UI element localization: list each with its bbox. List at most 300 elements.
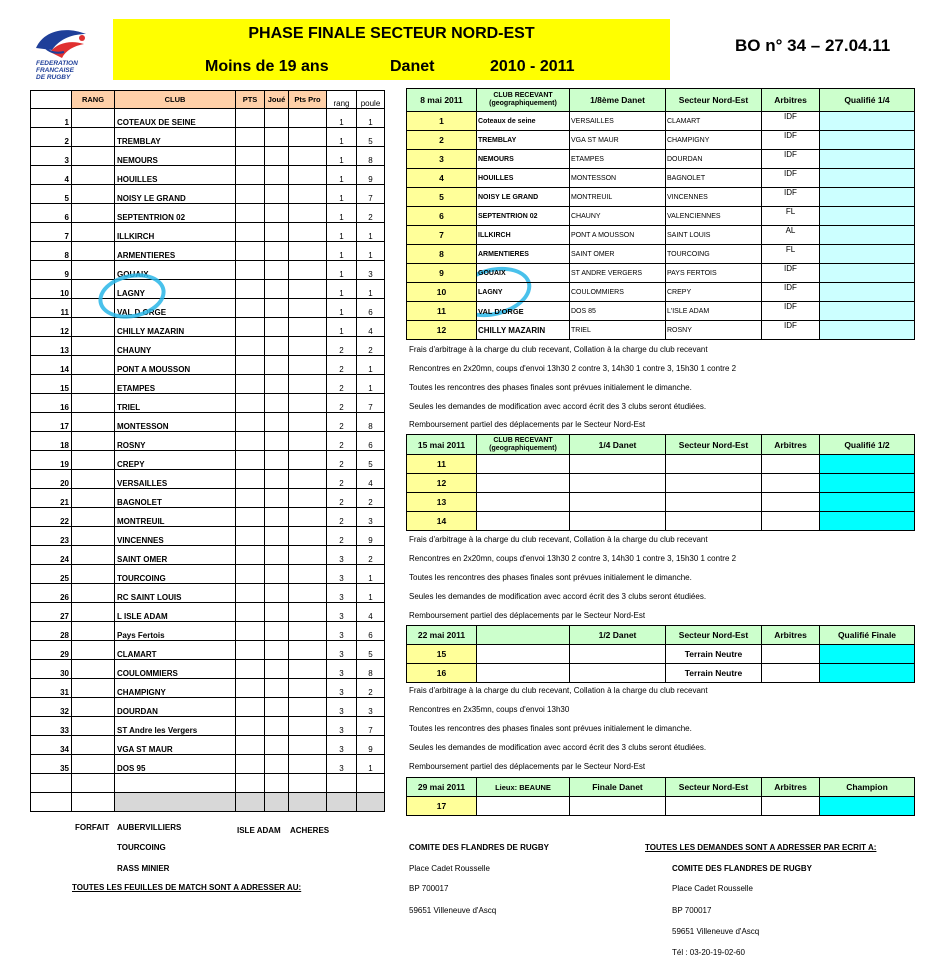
group-rank: 2 bbox=[327, 470, 357, 489]
qualified-cell bbox=[820, 264, 915, 283]
row-number: 11 bbox=[31, 299, 72, 318]
pro-points-cell bbox=[289, 565, 327, 584]
qualified-cell bbox=[820, 645, 915, 664]
ranking-row bbox=[31, 223, 385, 242]
played-cell bbox=[265, 109, 289, 128]
club-name bbox=[115, 774, 236, 793]
group-number: 1 bbox=[357, 755, 385, 774]
rank-cell bbox=[72, 242, 115, 261]
qualified-cell bbox=[820, 226, 915, 245]
home-club-header bbox=[477, 89, 570, 112]
opponent-b: CLAMART bbox=[666, 112, 762, 131]
played-cell bbox=[265, 679, 289, 698]
opponent-a: PONT A MOUSSON bbox=[570, 226, 666, 245]
qualified-cell bbox=[820, 283, 915, 302]
ranking-row bbox=[31, 622, 385, 641]
row-number: 26 bbox=[31, 584, 72, 603]
rank-cell bbox=[72, 318, 115, 337]
rank-cell bbox=[72, 679, 115, 698]
address-bp: BP 700017 bbox=[672, 906, 712, 915]
club-header: CLUB bbox=[115, 91, 236, 109]
semi-final-header bbox=[407, 626, 915, 645]
referee-cell: IDF bbox=[762, 264, 820, 283]
group-rank: 3 bbox=[327, 622, 357, 641]
row-number: 10 bbox=[31, 280, 72, 299]
rank-cell bbox=[72, 204, 115, 223]
points-cell bbox=[236, 565, 265, 584]
ranking-row bbox=[31, 451, 385, 470]
points-cell bbox=[236, 166, 265, 185]
pro-points-cell bbox=[289, 660, 327, 679]
pro-points-cell bbox=[289, 793, 327, 812]
pro-points-cell bbox=[289, 242, 327, 261]
row-number: 19 bbox=[31, 451, 72, 470]
opponent-b: SAINT LOUIS bbox=[666, 226, 762, 245]
home-club-sublabel: (geographiquement) bbox=[489, 100, 557, 107]
rank-cell bbox=[72, 660, 115, 679]
ranking-row bbox=[31, 717, 385, 736]
points-cell bbox=[236, 717, 265, 736]
home-club: Coteaux de seine bbox=[477, 112, 570, 131]
match-row bbox=[407, 302, 915, 321]
row-number: 34 bbox=[31, 736, 72, 755]
played-cell bbox=[265, 280, 289, 299]
rank-cell bbox=[72, 508, 115, 527]
points-cell bbox=[236, 432, 265, 451]
home-club: TREMBLAY bbox=[477, 131, 570, 150]
home-club bbox=[477, 664, 570, 683]
match-number: 3 bbox=[407, 150, 477, 169]
played-cell bbox=[265, 451, 289, 470]
club-name bbox=[115, 793, 236, 812]
pro-points-cell bbox=[289, 451, 327, 470]
ranking-row bbox=[31, 242, 385, 261]
venue-cell: Terrain Neutre bbox=[666, 664, 762, 683]
group-number: 2 bbox=[357, 546, 385, 565]
rank-cell bbox=[72, 432, 115, 451]
quarter-final-table bbox=[406, 434, 915, 531]
ranking-row bbox=[31, 128, 385, 147]
note-line: Frais d'arbitrage à la charge du club recevant, Collation à la charge du club recevant bbox=[409, 686, 708, 695]
group-rank: 2 bbox=[327, 432, 357, 451]
ranking-row bbox=[31, 356, 385, 375]
match-row bbox=[407, 455, 915, 474]
played-cell bbox=[265, 717, 289, 736]
club-name: MONTESSON bbox=[115, 413, 236, 432]
home-club bbox=[477, 455, 570, 474]
group-number: 6 bbox=[357, 299, 385, 318]
row-number: 23 bbox=[31, 527, 72, 546]
rank-cell bbox=[72, 337, 115, 356]
opponent-b: PAYS FERTOIS bbox=[666, 264, 762, 283]
home-club-label: CLUB RECEVANT bbox=[493, 436, 553, 444]
ranking-row bbox=[31, 432, 385, 451]
club-name: ILLKIRCH bbox=[115, 223, 236, 242]
match-number: 16 bbox=[407, 664, 477, 683]
round-header: 1/8ème Danet bbox=[570, 89, 666, 112]
points-cell bbox=[236, 603, 265, 622]
opponent-a: MONTREUIL bbox=[570, 188, 666, 207]
row-number: 6 bbox=[31, 204, 72, 223]
pro-points-cell bbox=[289, 736, 327, 755]
club-name: VINCENNES bbox=[115, 527, 236, 546]
match-number: 6 bbox=[407, 207, 477, 226]
group-rank bbox=[327, 793, 357, 812]
referee-cell: IDF bbox=[762, 112, 820, 131]
match-row bbox=[407, 283, 915, 302]
ranking-row bbox=[31, 584, 385, 603]
match-number: 2 bbox=[407, 131, 477, 150]
opponent-a: MONTESSON bbox=[570, 169, 666, 188]
club-name: MONTREUIL bbox=[115, 508, 236, 527]
opponent-a: CHAUNY bbox=[570, 207, 666, 226]
address-bp: BP 700017 bbox=[409, 884, 449, 893]
group-rank: 3 bbox=[327, 603, 357, 622]
rank-cell bbox=[72, 565, 115, 584]
rank-cell bbox=[72, 413, 115, 432]
ranking-row bbox=[31, 147, 385, 166]
qualified-cell bbox=[820, 474, 915, 493]
points-cell bbox=[236, 242, 265, 261]
points-cell bbox=[236, 375, 265, 394]
played-cell bbox=[265, 413, 289, 432]
club-name: COTEAUX DE SEINE bbox=[115, 109, 236, 128]
played-cell bbox=[265, 432, 289, 451]
group-rank: 3 bbox=[327, 717, 357, 736]
pro-points-cell bbox=[289, 679, 327, 698]
group-number: 5 bbox=[357, 128, 385, 147]
played-cell bbox=[265, 356, 289, 375]
bulletin-number: BO n° 34 – 27.04.11 bbox=[735, 36, 891, 55]
ranking-row bbox=[31, 679, 385, 698]
referee-cell: IDF bbox=[762, 188, 820, 207]
club-name: LAGNY bbox=[115, 280, 236, 299]
group-number: 4 bbox=[357, 318, 385, 337]
pro-points-cell bbox=[289, 356, 327, 375]
match-row bbox=[407, 207, 915, 226]
group-number: 3 bbox=[357, 698, 385, 717]
match-row bbox=[407, 131, 915, 150]
points-cell bbox=[236, 508, 265, 527]
qualified-cell bbox=[820, 131, 915, 150]
group-number: 2 bbox=[357, 489, 385, 508]
group-number: 6 bbox=[357, 432, 385, 451]
match-row bbox=[407, 112, 915, 131]
final-header bbox=[407, 778, 915, 797]
qualified-cell bbox=[820, 188, 915, 207]
referee-header: Arbitres bbox=[762, 89, 820, 112]
home-club-label: CLUB RECEVANT bbox=[493, 92, 553, 99]
rank-cell bbox=[72, 356, 115, 375]
group-rank: 2 bbox=[327, 356, 357, 375]
club-name: DOURDAN bbox=[115, 698, 236, 717]
empty-cell bbox=[666, 797, 762, 816]
club-name: CHAUNY bbox=[115, 337, 236, 356]
ranking-row bbox=[31, 185, 385, 204]
opponent-a bbox=[570, 455, 666, 474]
address-city: 59651 Villeneuve d'Ascq bbox=[409, 906, 497, 915]
group-number: 2 bbox=[357, 204, 385, 223]
home-club: NEMOURS bbox=[477, 150, 570, 169]
pro-points-cell bbox=[289, 299, 327, 318]
club-name: VERSAILLES bbox=[115, 470, 236, 489]
group-number: 1 bbox=[357, 565, 385, 584]
rank-cell bbox=[72, 451, 115, 470]
club-name: NOISY LE GRAND bbox=[115, 185, 236, 204]
note-line: Rencontres en 2x35mn, coups d'envoi 13h30 bbox=[409, 705, 570, 714]
row-number: 1 bbox=[31, 109, 72, 128]
points-cell bbox=[236, 147, 265, 166]
home-club bbox=[477, 493, 570, 512]
pro-points-cell bbox=[289, 774, 327, 793]
pro-points-cell bbox=[289, 109, 327, 128]
rank-cell bbox=[72, 527, 115, 546]
match-row bbox=[407, 664, 915, 683]
rank-cell bbox=[72, 755, 115, 774]
points-cell bbox=[236, 736, 265, 755]
group-number: 1 bbox=[357, 356, 385, 375]
qualified-cell bbox=[820, 512, 915, 531]
club-name: VAL D ORGE bbox=[115, 299, 236, 318]
row-number: 21 bbox=[31, 489, 72, 508]
group-number: 8 bbox=[357, 660, 385, 679]
group-number: 5 bbox=[357, 451, 385, 470]
group-rank: 2 bbox=[327, 337, 357, 356]
group-number: 1 bbox=[357, 109, 385, 128]
points-cell bbox=[236, 204, 265, 223]
club-name: BAGNOLET bbox=[115, 489, 236, 508]
qualified-cell bbox=[820, 207, 915, 226]
referee-cell: IDF bbox=[762, 321, 820, 340]
match-number: 7 bbox=[407, 226, 477, 245]
ranking-row-empty bbox=[31, 793, 385, 812]
points-cell bbox=[236, 318, 265, 337]
group-number: 4 bbox=[357, 603, 385, 622]
pro-points-cell bbox=[289, 508, 327, 527]
group-rank: 3 bbox=[327, 565, 357, 584]
row-number: 17 bbox=[31, 413, 72, 432]
referee-cell bbox=[762, 493, 820, 512]
ranking-table bbox=[30, 90, 385, 812]
ranking-row bbox=[31, 318, 385, 337]
match-number: 12 bbox=[407, 474, 477, 493]
ranking-row bbox=[31, 736, 385, 755]
match-number: 4 bbox=[407, 169, 477, 188]
referee-cell: IDF bbox=[762, 150, 820, 169]
played-cell bbox=[265, 793, 289, 812]
qualified-cell bbox=[820, 112, 915, 131]
row-number: 24 bbox=[31, 546, 72, 565]
points-cell bbox=[236, 185, 265, 204]
pro-points-cell bbox=[289, 128, 327, 147]
venue-header: Lieux: BEAUNE bbox=[477, 778, 570, 797]
ranking-row bbox=[31, 204, 385, 223]
points-cell bbox=[236, 261, 265, 280]
played-cell bbox=[265, 489, 289, 508]
group-rank: 2 bbox=[327, 413, 357, 432]
ranking-header-row bbox=[31, 91, 385, 109]
points-cell bbox=[236, 394, 265, 413]
group-rank: 2 bbox=[327, 375, 357, 394]
row-number: 9 bbox=[31, 261, 72, 280]
match-row bbox=[407, 226, 915, 245]
round-header: 1/2 Danet bbox=[570, 626, 666, 645]
qualified-header: Qualifié Finale bbox=[820, 626, 915, 645]
group-rank: 2 bbox=[327, 394, 357, 413]
opponent-b: TOURCOING bbox=[666, 245, 762, 264]
home-club: CHILLY MAZARIN bbox=[477, 321, 570, 340]
played-cell bbox=[265, 337, 289, 356]
group-number bbox=[357, 774, 385, 793]
qualified-header: Champion bbox=[820, 778, 915, 797]
ranking-row bbox=[31, 698, 385, 717]
sector-header: Secteur Nord-Est bbox=[666, 435, 762, 455]
group-number: 1 bbox=[357, 280, 385, 299]
address-city: 59651 Villeneuve d'Ascq bbox=[672, 927, 760, 936]
rank-cell bbox=[72, 603, 115, 622]
row-number: 12 bbox=[31, 318, 72, 337]
opponent-a: TRIEL bbox=[570, 321, 666, 340]
note-line: Remboursement partiel des déplacements par le Secteur Nord-Est bbox=[409, 762, 646, 771]
points-cell bbox=[236, 584, 265, 603]
ranking-row bbox=[31, 641, 385, 660]
match-number: 13 bbox=[407, 493, 477, 512]
semi-final-table bbox=[406, 625, 915, 683]
row-number: 30 bbox=[31, 660, 72, 679]
points-cell bbox=[236, 356, 265, 375]
group-rank: 3 bbox=[327, 641, 357, 660]
ranking-row bbox=[31, 546, 385, 565]
logo-text-line: FRANCAISE bbox=[36, 67, 74, 74]
ranking-row bbox=[31, 755, 385, 774]
row-number: 15 bbox=[31, 375, 72, 394]
qualified-header: Qualifié 1/2 bbox=[820, 435, 915, 455]
group-number: 1 bbox=[357, 375, 385, 394]
referee-cell: IDF bbox=[762, 169, 820, 188]
blank-header-cell bbox=[477, 626, 570, 645]
opponent-b bbox=[666, 512, 762, 531]
played-cell bbox=[265, 394, 289, 413]
row-number: 35 bbox=[31, 755, 72, 774]
home-club: NOISY LE GRAND bbox=[477, 188, 570, 207]
club-name: ROSNY bbox=[115, 432, 236, 451]
points-cell bbox=[236, 698, 265, 717]
round-header: 1/4 Danet bbox=[570, 435, 666, 455]
qualified-cell bbox=[820, 321, 915, 340]
group-rank: 1 bbox=[327, 185, 357, 204]
qualified-cell bbox=[820, 169, 915, 188]
club-name: VGA ST MAUR bbox=[115, 736, 236, 755]
group-rank: 2 bbox=[327, 451, 357, 470]
referee-cell bbox=[762, 664, 820, 683]
ranking-row bbox=[31, 489, 385, 508]
group-rank: 3 bbox=[327, 736, 357, 755]
club-name: TRIEL bbox=[115, 394, 236, 413]
played-cell bbox=[265, 641, 289, 660]
group-rank: 2 bbox=[327, 508, 357, 527]
requests-heading: TOUTES LES DEMANDES SONT A ADRESSER PAR ECRIT A: bbox=[645, 843, 877, 852]
match-number: 15 bbox=[407, 645, 477, 664]
ranking-row bbox=[31, 337, 385, 356]
played-cell bbox=[265, 508, 289, 527]
referee-cell bbox=[762, 455, 820, 474]
points-cell bbox=[236, 128, 265, 147]
row-number: 2 bbox=[31, 128, 72, 147]
row-number: 4 bbox=[31, 166, 72, 185]
match-sheet-instructions: TOUTES LES FEUILLES DE MATCH SONT A ADRESSER AU: bbox=[72, 883, 302, 892]
club-name: DOS 95 bbox=[115, 755, 236, 774]
match-row bbox=[407, 645, 915, 664]
played-cell bbox=[265, 527, 289, 546]
qualified-cell bbox=[820, 493, 915, 512]
opponent-b: CHAMPIGNY bbox=[666, 131, 762, 150]
group-number: 2 bbox=[357, 679, 385, 698]
match-number: 1 bbox=[407, 112, 477, 131]
group-rank: 1 bbox=[327, 109, 357, 128]
group-rank: 1 bbox=[327, 223, 357, 242]
group-rank: 2 bbox=[327, 527, 357, 546]
match-row bbox=[407, 150, 915, 169]
opponent-a: DOS 85 bbox=[570, 302, 666, 321]
points-cell bbox=[236, 793, 265, 812]
row-number: 29 bbox=[31, 641, 72, 660]
group-number: 8 bbox=[357, 413, 385, 432]
opponent-b bbox=[666, 474, 762, 493]
pro-points-cell bbox=[289, 223, 327, 242]
match-row bbox=[407, 245, 915, 264]
club-name: COULOMMIERS bbox=[115, 660, 236, 679]
ranking-row bbox=[31, 375, 385, 394]
club-name: RC SAINT LOUIS bbox=[115, 584, 236, 603]
group-rank: 1 bbox=[327, 299, 357, 318]
pro-points-cell bbox=[289, 166, 327, 185]
played-cell bbox=[265, 299, 289, 318]
competition-name: Danet bbox=[390, 58, 435, 75]
opponent-a: VGA ST MAUR bbox=[570, 131, 666, 150]
note-line: Frais d'arbitrage à la charge du club recevant, Collation à la charge du club recevant bbox=[409, 345, 708, 354]
row-number: 8 bbox=[31, 242, 72, 261]
group-rank: 1 bbox=[327, 318, 357, 337]
played-cell bbox=[265, 128, 289, 147]
match-number: 12 bbox=[407, 321, 477, 340]
note-line: Rencontres en 2x20mn, coups d'envoi 13h30 2 contre 3, 14h30 1 contre 3, 15h30 1 contre 2 bbox=[409, 554, 737, 563]
rank-cell bbox=[72, 147, 115, 166]
played-cell bbox=[265, 470, 289, 489]
rank-cell bbox=[72, 717, 115, 736]
played-cell bbox=[265, 755, 289, 774]
row-number: 28 bbox=[31, 622, 72, 641]
home-club: ARMENTIERES bbox=[477, 245, 570, 264]
referee-header: Arbitres bbox=[762, 626, 820, 645]
address-street: Place Cadet Rousselle bbox=[409, 864, 490, 873]
pro-points-cell bbox=[289, 318, 327, 337]
rank-cell bbox=[72, 622, 115, 641]
played-cell bbox=[265, 774, 289, 793]
pro-points-cell bbox=[289, 622, 327, 641]
played-cell bbox=[265, 603, 289, 622]
group-rank: 1 bbox=[327, 204, 357, 223]
sector-header: Secteur Nord-Est bbox=[666, 89, 762, 112]
forfait-club: AUBERVILLIERS bbox=[117, 823, 182, 832]
match-row bbox=[407, 264, 915, 283]
forfait-club: ISLE ADAM bbox=[237, 826, 281, 835]
note-line: Remboursement partiel des déplacements par le Secteur Nord-Est bbox=[409, 611, 646, 620]
opponent-b: BAGNOLET bbox=[666, 169, 762, 188]
club-name: ST Andre les Vergers bbox=[115, 717, 236, 736]
points-cell bbox=[236, 489, 265, 508]
played-header: Joué bbox=[265, 91, 289, 109]
pro-points-cell bbox=[289, 755, 327, 774]
